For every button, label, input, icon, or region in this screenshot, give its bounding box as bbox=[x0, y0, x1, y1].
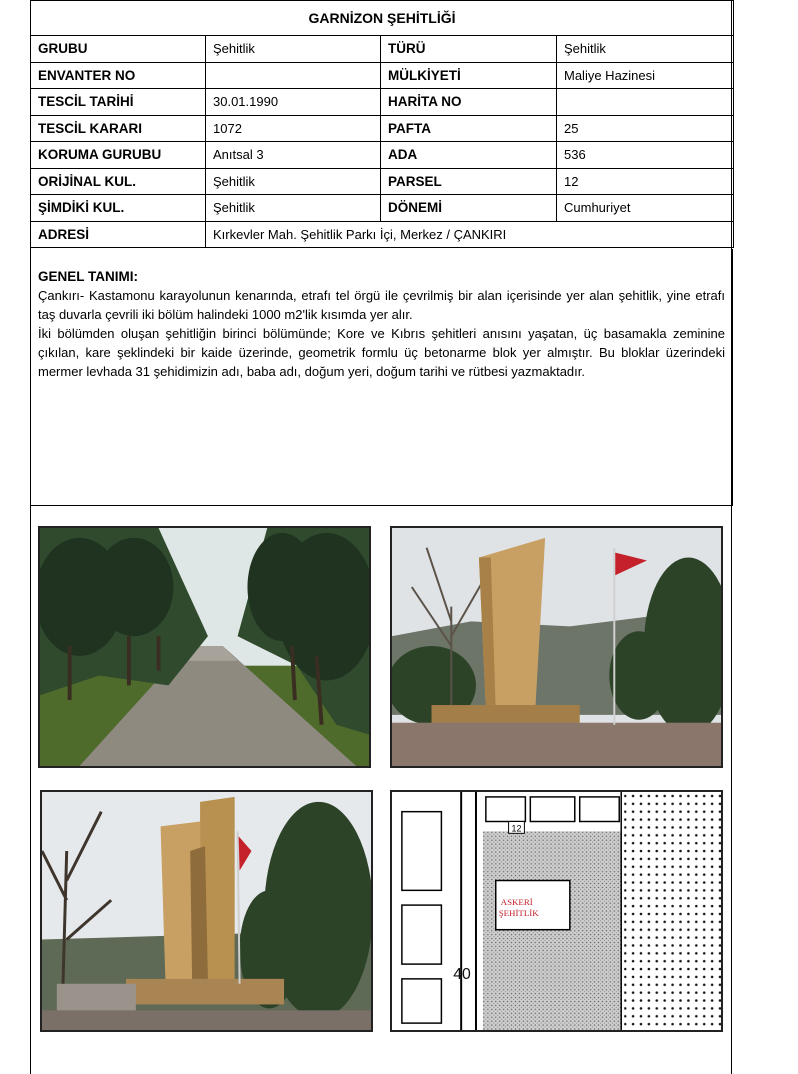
row-key: TESCİL TARİHİ bbox=[31, 89, 206, 116]
row-key: TÜRÜ bbox=[381, 36, 557, 63]
address-label: ADRESİ bbox=[31, 221, 206, 248]
row-value: 1072 bbox=[206, 115, 381, 142]
table-row bbox=[31, 142, 734, 169]
inventory-table bbox=[30, 0, 734, 248]
row-value bbox=[206, 62, 381, 89]
general-description bbox=[30, 249, 733, 506]
row-value: 30.01.1990 bbox=[206, 89, 381, 116]
row-value: Maliye Hazinesi bbox=[557, 62, 734, 89]
row-value: Anıtsal 3 bbox=[206, 142, 381, 169]
row-value: 536 bbox=[557, 142, 734, 169]
row-value: Şehitlik bbox=[206, 195, 381, 222]
row-key: HARİTA NO bbox=[381, 89, 557, 116]
table-row bbox=[31, 89, 734, 116]
page-title: GARNİZON ŞEHİTLİĞİ bbox=[31, 1, 734, 36]
table-row bbox=[31, 168, 734, 195]
row-value bbox=[557, 89, 734, 116]
row-value: 12 bbox=[557, 168, 734, 195]
photo-road bbox=[38, 526, 371, 768]
address-value: Kırkevler Mah. Şehitlik Parkı İçi, Merkez / ÇANKIRI bbox=[206, 221, 734, 248]
row-key: ADA bbox=[381, 142, 557, 169]
table-row bbox=[31, 62, 734, 89]
row-value: 25 bbox=[557, 115, 734, 142]
map-label-line1: ASKERİ bbox=[500, 897, 533, 908]
row-key: KORUMA GURUBU bbox=[31, 142, 206, 169]
photo-monument-side bbox=[40, 790, 373, 1032]
map-label-line2: ŞEHİTLİK bbox=[498, 907, 539, 918]
site-map bbox=[390, 790, 723, 1032]
row-value: Cumhuriyet bbox=[557, 195, 734, 222]
map-sheet-number: 40 bbox=[453, 965, 471, 983]
row-key: PARSEL bbox=[381, 168, 557, 195]
map-parcel-number: 12 bbox=[511, 823, 522, 834]
description-paragraph-1: Çankırı- Kastamonu karayolunun kenarında, etrafı tel örgü ile çevrilmiş bir alan içerisinde yer alan şehitlik, yine etrafı taş duvarla çevrili iki bölüm halindeki 1000 m2'lik kısımda yer alır. bbox=[38, 288, 725, 322]
table-row bbox=[31, 36, 734, 63]
row-value: Şehitlik bbox=[557, 36, 734, 63]
row-key: PAFTA bbox=[381, 115, 557, 142]
row-key: ENVANTER NO bbox=[31, 62, 206, 89]
row-value: Şehitlik bbox=[206, 168, 381, 195]
row-key: TESCİL KARARI bbox=[31, 115, 206, 142]
description-paragraph-2: İki bölümden oluşan şehitliğin birinci bölümünde; Kore ve Kıbrıs şehitleri anısını yaşatan, üç basamakla zeminine çıkılan, kare şeklindeki bir kaide üzerinde, geometrik formlu üç betonarme blok yer almıştır. Bu bloklar üzerindeki mermer levhada 31 şehidimizin adı, baba adı, doğum yeri, doğum tarihi ve rütbesi yazmaktadır. bbox=[38, 326, 725, 379]
row-key: MÜLKİYETİ bbox=[381, 62, 557, 89]
photo-monument-front bbox=[390, 526, 723, 768]
row-key: ORİJİNAL KUL. bbox=[31, 168, 206, 195]
description-heading: GENEL TANIMI: bbox=[38, 269, 138, 284]
table-row bbox=[31, 195, 734, 222]
address-row bbox=[31, 221, 734, 248]
row-key: ŞİMDİKİ KUL. bbox=[31, 195, 206, 222]
row-key: GRUBU bbox=[31, 36, 206, 63]
table-row bbox=[31, 115, 734, 142]
row-value: Şehitlik bbox=[206, 36, 381, 63]
row-key: DÖNEMİ bbox=[381, 195, 557, 222]
